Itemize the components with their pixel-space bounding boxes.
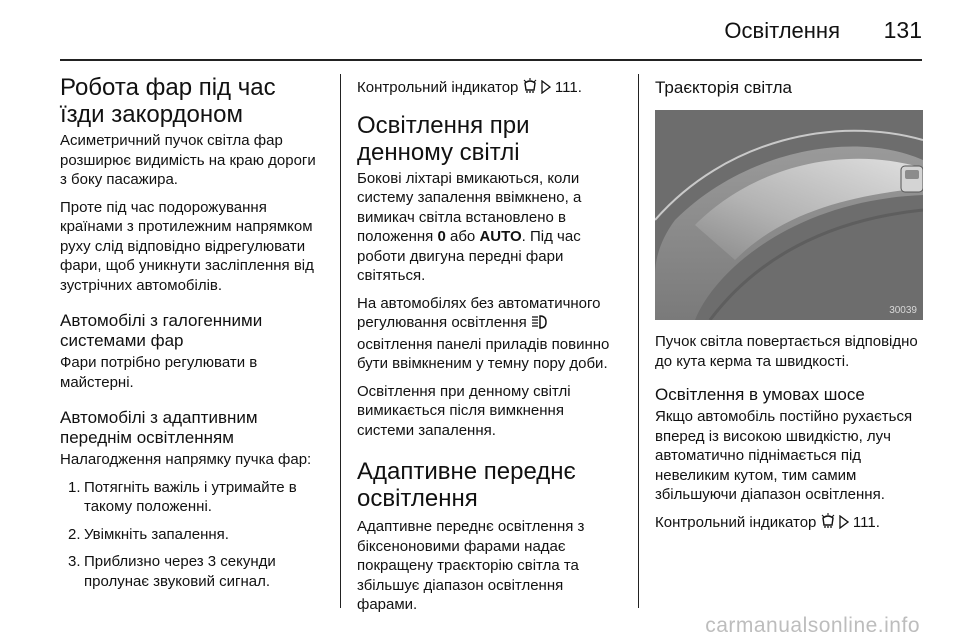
headlight-indicator-icon xyxy=(523,78,537,100)
paragraph: Адаптивне переднє освітлення з біксеноновими фарами надає покращену траєкторію світла та збільшує діапазон освітлення фарами. xyxy=(357,518,585,613)
steps-list xyxy=(60,478,324,592)
indicator-reference: Контрольний індикатор 111. xyxy=(357,78,623,100)
header-divider xyxy=(60,59,922,61)
page-number: 131 xyxy=(883,17,922,43)
paragraph: Фари потрібно регулювати в майстерні. xyxy=(60,354,258,391)
headlight-indicator-icon xyxy=(821,513,835,535)
list-item: 2. Увімкніть запалення. xyxy=(68,525,229,543)
paragraph: Проте під час подорожування країнами з протилежним напрямком руху слід відповідно відрегулювати фари, щоб уникнути засліплення від зустрічних автомобілів. xyxy=(60,198,314,294)
figure-caption: Пучок світла повертається відповідно до кута керма та швидкості. xyxy=(655,333,918,370)
road-illustration xyxy=(655,110,923,320)
auto-light-icon xyxy=(531,315,547,335)
column-1 xyxy=(60,74,324,599)
paragraph: Якщо автомобіль постійно рухається вперед із високою швидкістю, луч автоматично піднімається під невеликим кутом, тим самим збільшуючи діапазон освітлення. xyxy=(655,408,913,503)
subsection-heading: Автомобілі з адаптивним переднім освітленням xyxy=(60,408,258,447)
page-ref-arrow-icon xyxy=(541,80,551,100)
list-item: 3. Приблизно через 3 секунди пролунає звуковий сигнал. xyxy=(68,553,276,590)
paragraph: Бокові ліхтарі вмикаються, коли систему запалення ввімкнено, а вимикач світла встановлено в положення 0 або AUTO. Під час роботи двигуна передні фари світяться. xyxy=(357,169,582,284)
column-divider xyxy=(340,74,341,608)
subsection-heading: Освітлення в умовах шосе xyxy=(655,385,865,404)
list-item: 1. Потягніть важіль і утримайте в такому положенні. xyxy=(68,478,297,515)
figure-number: 30039 xyxy=(889,305,917,316)
light-trajectory-illustration xyxy=(655,110,923,320)
page-ref-arrow-icon xyxy=(839,515,849,535)
paragraph: Налагодження напрямку пучка фар: xyxy=(60,451,312,468)
page-header-title: Освітлення xyxy=(724,18,840,43)
indicator-reference: Контрольний індикатор 111. xyxy=(655,513,923,535)
paragraph: Освітлення при денному світлі вимикається після вимкнення системи запалення. xyxy=(357,382,571,439)
section-heading: Траєкторія світла xyxy=(655,78,792,97)
column-3 xyxy=(655,74,923,542)
section-heading: Освітлення при денному світлі xyxy=(357,111,530,166)
column-2 xyxy=(357,74,623,623)
section-heading: Робота фар під час їзди закордоном xyxy=(60,74,276,128)
paragraph: Асиметричний пучок світла фар розширює видимість на краю дороги з боку пасажира. xyxy=(60,132,316,188)
column-divider xyxy=(638,74,639,608)
subsection-heading: Автомобілі з галогенними системами фар xyxy=(60,311,263,350)
paragraph: На автомобілях без автоматичного регулювання освітлення освітлення панелі приладів повинно бути ввімкненим у темну пору доби. xyxy=(357,294,610,372)
section-heading: Адаптивне переднє освітлення xyxy=(357,458,576,512)
watermark: carmanualsonline.info xyxy=(705,614,920,637)
